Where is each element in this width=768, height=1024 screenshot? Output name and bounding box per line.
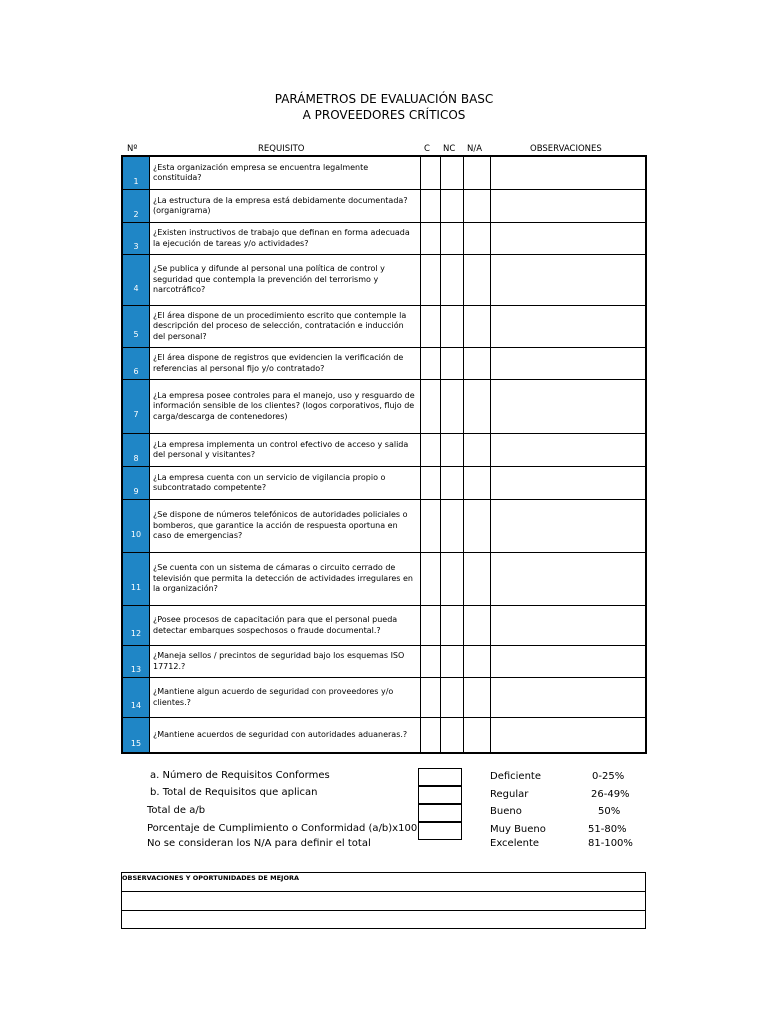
row-number: 14 bbox=[123, 678, 149, 717]
row-requirement: ¿Se cuenta con un sistema de cámaras o circuito cerrado de televisión que permita la detección de actividades irregulares en la organización? bbox=[149, 553, 420, 605]
row-requirement: ¿La empresa posee controles para el manejo, uso y resguardo de información sensible de los clientes? (logos corporativos, flujo de carga/descarga de contenedores) bbox=[149, 380, 420, 433]
row-number: 5 bbox=[123, 306, 149, 347]
cell-na[interactable] bbox=[463, 380, 490, 433]
row-number: 10 bbox=[123, 500, 149, 552]
row-number: 15 bbox=[123, 718, 149, 752]
header-na: N/A bbox=[467, 144, 483, 154]
row-number: 11 bbox=[123, 553, 149, 605]
cell-observaciones[interactable] bbox=[490, 678, 645, 717]
row-requirement: ¿El área dispone de registros que evidencien la verificación de referencias al personal fijo y/o contratado? bbox=[149, 348, 420, 379]
table-row bbox=[123, 678, 645, 718]
cell-nc[interactable] bbox=[440, 467, 463, 499]
row-number: 13 bbox=[123, 646, 149, 677]
cell-nc[interactable] bbox=[440, 606, 463, 645]
summary-aplican: b. Total de Requisitos que aplican bbox=[150, 787, 318, 798]
row-number: 9 bbox=[123, 467, 149, 499]
row-requirement: ¿Se dispone de números telefónicos de autoridades policiales o bomberos, que garantice la acción de respuesta oportuna en caso de emergencias? bbox=[149, 500, 420, 552]
cell-na[interactable] bbox=[463, 190, 490, 222]
row-requirement: ¿Mantiene algun acuerdo de seguridad con proveedores y/o clientes.? bbox=[149, 678, 420, 717]
cell-c[interactable] bbox=[420, 718, 440, 752]
cell-observaciones[interactable] bbox=[490, 255, 645, 305]
title-line-1: PARÁMETROS DE EVALUACIÓN BASC bbox=[274, 92, 494, 106]
cell-nc[interactable] bbox=[440, 190, 463, 222]
row-requirement: ¿Mantiene acuerdos de seguridad con autoridades aduaneras.? bbox=[149, 718, 420, 752]
observations-line[interactable] bbox=[122, 910, 645, 911]
row-number: 1 bbox=[123, 157, 149, 189]
row-number: 7 bbox=[123, 380, 149, 433]
summary-conformes: a. Número de Requisitos Conformes bbox=[150, 770, 330, 781]
cell-c[interactable] bbox=[420, 190, 440, 222]
cell-na[interactable] bbox=[463, 223, 490, 254]
cell-nc[interactable] bbox=[440, 157, 463, 189]
cell-na[interactable] bbox=[463, 553, 490, 605]
cell-c[interactable] bbox=[420, 348, 440, 379]
row-requirement: ¿Esta organización empresa se encuentra legalmente constituida? bbox=[149, 157, 420, 189]
cell-c[interactable] bbox=[420, 606, 440, 645]
header-num: Nº bbox=[127, 144, 138, 154]
cell-nc[interactable] bbox=[440, 553, 463, 605]
observations-title: OBSERVACIONES Y OPORTUNIDADES DE MEJORA bbox=[122, 874, 300, 882]
cell-na[interactable] bbox=[463, 500, 490, 552]
row-number: 12 bbox=[123, 606, 149, 645]
cell-na[interactable] bbox=[463, 646, 490, 677]
cell-observaciones[interactable] bbox=[490, 223, 645, 254]
requirements-table bbox=[121, 155, 647, 754]
cell-nc[interactable] bbox=[440, 223, 463, 254]
title-line-2: A PROVEEDORES CRÍTICOS bbox=[302, 108, 466, 122]
cell-na[interactable] bbox=[463, 606, 490, 645]
summary-nota: No se consideran los N/A para definir el total bbox=[147, 838, 371, 849]
summary-porcentaje: Porcentaje de Cumplimiento o Conformidad (a/b)x100 bbox=[147, 823, 418, 834]
cell-na[interactable] bbox=[463, 678, 490, 717]
cell-nc[interactable] bbox=[440, 678, 463, 717]
cell-na[interactable] bbox=[463, 467, 490, 499]
scale-label: Deficiente bbox=[490, 771, 541, 782]
header-requisito: REQUISITO bbox=[258, 144, 305, 154]
table-row bbox=[123, 306, 645, 348]
scale-label: Regular bbox=[490, 789, 529, 800]
porcentaje-input-box[interactable] bbox=[418, 822, 462, 840]
cell-na[interactable] bbox=[463, 157, 490, 189]
observations-box bbox=[121, 872, 646, 929]
table-row bbox=[123, 380, 645, 434]
cell-nc[interactable] bbox=[440, 646, 463, 677]
cell-nc[interactable] bbox=[440, 434, 463, 466]
row-requirement: ¿Se publica y difunde al personal una política de control y seguridad que contempla la prevención del terrorismo y narcotráfico? bbox=[149, 255, 420, 305]
scale-range: 81-100% bbox=[588, 838, 633, 849]
table-row bbox=[123, 606, 645, 646]
table-row bbox=[123, 348, 645, 380]
scale-label: Excelente bbox=[490, 838, 540, 849]
scale-range: 50% bbox=[598, 806, 621, 817]
summary-total: Total de a/b bbox=[147, 805, 206, 816]
row-number: 8 bbox=[123, 434, 149, 466]
cell-observaciones[interactable] bbox=[490, 606, 645, 645]
row-requirement: ¿Existen instructivos de trabajo que definan en forma adecuada la ejecución de tareas y/o actividades? bbox=[149, 223, 420, 254]
cell-nc[interactable] bbox=[440, 348, 463, 379]
table-row bbox=[123, 553, 645, 606]
conformes-input-box[interactable] bbox=[418, 768, 462, 786]
cell-na[interactable] bbox=[463, 718, 490, 752]
scale-label: Bueno bbox=[490, 806, 522, 817]
cell-nc[interactable] bbox=[440, 718, 463, 752]
cell-c[interactable] bbox=[420, 646, 440, 677]
cell-observaciones[interactable] bbox=[490, 646, 645, 677]
scale-range: 0-25% bbox=[592, 771, 625, 782]
aplican-input-box[interactable] bbox=[418, 786, 462, 804]
row-number: 4 bbox=[123, 255, 149, 305]
cell-nc[interactable] bbox=[440, 306, 463, 347]
cell-na[interactable] bbox=[463, 255, 490, 305]
table-row bbox=[123, 500, 645, 553]
cell-nc[interactable] bbox=[440, 380, 463, 433]
row-requirement: ¿La empresa implementa un control efectivo de acceso y salida del personal y visitantes? bbox=[149, 434, 420, 466]
header-c: C bbox=[424, 144, 430, 154]
cell-c[interactable] bbox=[420, 157, 440, 189]
row-number: 2 bbox=[123, 190, 149, 222]
row-requirement: ¿Maneja sellos / precintos de seguridad bajo los esquemas ISO 17712.? bbox=[149, 646, 420, 677]
table-row bbox=[123, 157, 645, 190]
cell-observaciones[interactable] bbox=[490, 348, 645, 379]
table-row bbox=[123, 718, 645, 752]
cell-nc[interactable] bbox=[440, 500, 463, 552]
cell-observaciones[interactable] bbox=[490, 467, 645, 499]
scale-range: 26-49% bbox=[591, 789, 630, 800]
cell-observaciones[interactable] bbox=[490, 434, 645, 466]
cell-observaciones[interactable] bbox=[490, 500, 645, 552]
cell-c[interactable] bbox=[420, 255, 440, 305]
cell-c[interactable] bbox=[420, 553, 440, 605]
cell-c[interactable] bbox=[420, 500, 440, 552]
cell-c[interactable] bbox=[420, 678, 440, 717]
scale-range: 51-80% bbox=[588, 824, 627, 835]
cell-c[interactable] bbox=[420, 223, 440, 254]
observations-line[interactable] bbox=[122, 891, 645, 892]
row-number: 3 bbox=[123, 223, 149, 254]
cell-observaciones[interactable] bbox=[490, 553, 645, 605]
scale-label: Muy Bueno bbox=[490, 824, 546, 835]
cell-na[interactable] bbox=[463, 434, 490, 466]
row-requirement: ¿La empresa cuenta con un servicio de vigilancia propio o subcontratado competente? bbox=[149, 467, 420, 499]
row-requirement: ¿El área dispone de un procedimiento escrito que contemple la descripción del proceso de selección, contratación e inducción del personal? bbox=[149, 306, 420, 347]
table-row bbox=[123, 190, 645, 223]
table-row bbox=[123, 223, 645, 255]
table-row bbox=[123, 255, 645, 306]
cell-c[interactable] bbox=[420, 306, 440, 347]
cell-nc[interactable] bbox=[440, 255, 463, 305]
row-requirement: ¿La estructura de la empresa está debidamente documentada? (organigrama) bbox=[149, 190, 420, 222]
total-input-box[interactable] bbox=[418, 804, 462, 822]
cell-c[interactable] bbox=[420, 467, 440, 499]
row-requirement: ¿Posee procesos de capacitación para que el personal pueda detectar embarques sospechosos o fraude documental.? bbox=[149, 606, 420, 645]
cell-c[interactable] bbox=[420, 434, 440, 466]
cell-observaciones[interactable] bbox=[490, 306, 645, 347]
cell-observaciones[interactable] bbox=[490, 157, 645, 189]
cell-na[interactable] bbox=[463, 348, 490, 379]
cell-na[interactable] bbox=[463, 306, 490, 347]
table-row bbox=[123, 467, 645, 500]
cell-observaciones[interactable] bbox=[490, 190, 645, 222]
row-number: 6 bbox=[123, 348, 149, 379]
cell-observaciones[interactable] bbox=[490, 380, 645, 433]
header-observaciones: OBSERVACIONES bbox=[530, 144, 602, 154]
header-nc: NC bbox=[443, 144, 456, 154]
table-row bbox=[123, 646, 645, 678]
cell-c[interactable] bbox=[420, 380, 440, 433]
table-row bbox=[123, 434, 645, 467]
cell-observaciones[interactable] bbox=[490, 718, 645, 752]
